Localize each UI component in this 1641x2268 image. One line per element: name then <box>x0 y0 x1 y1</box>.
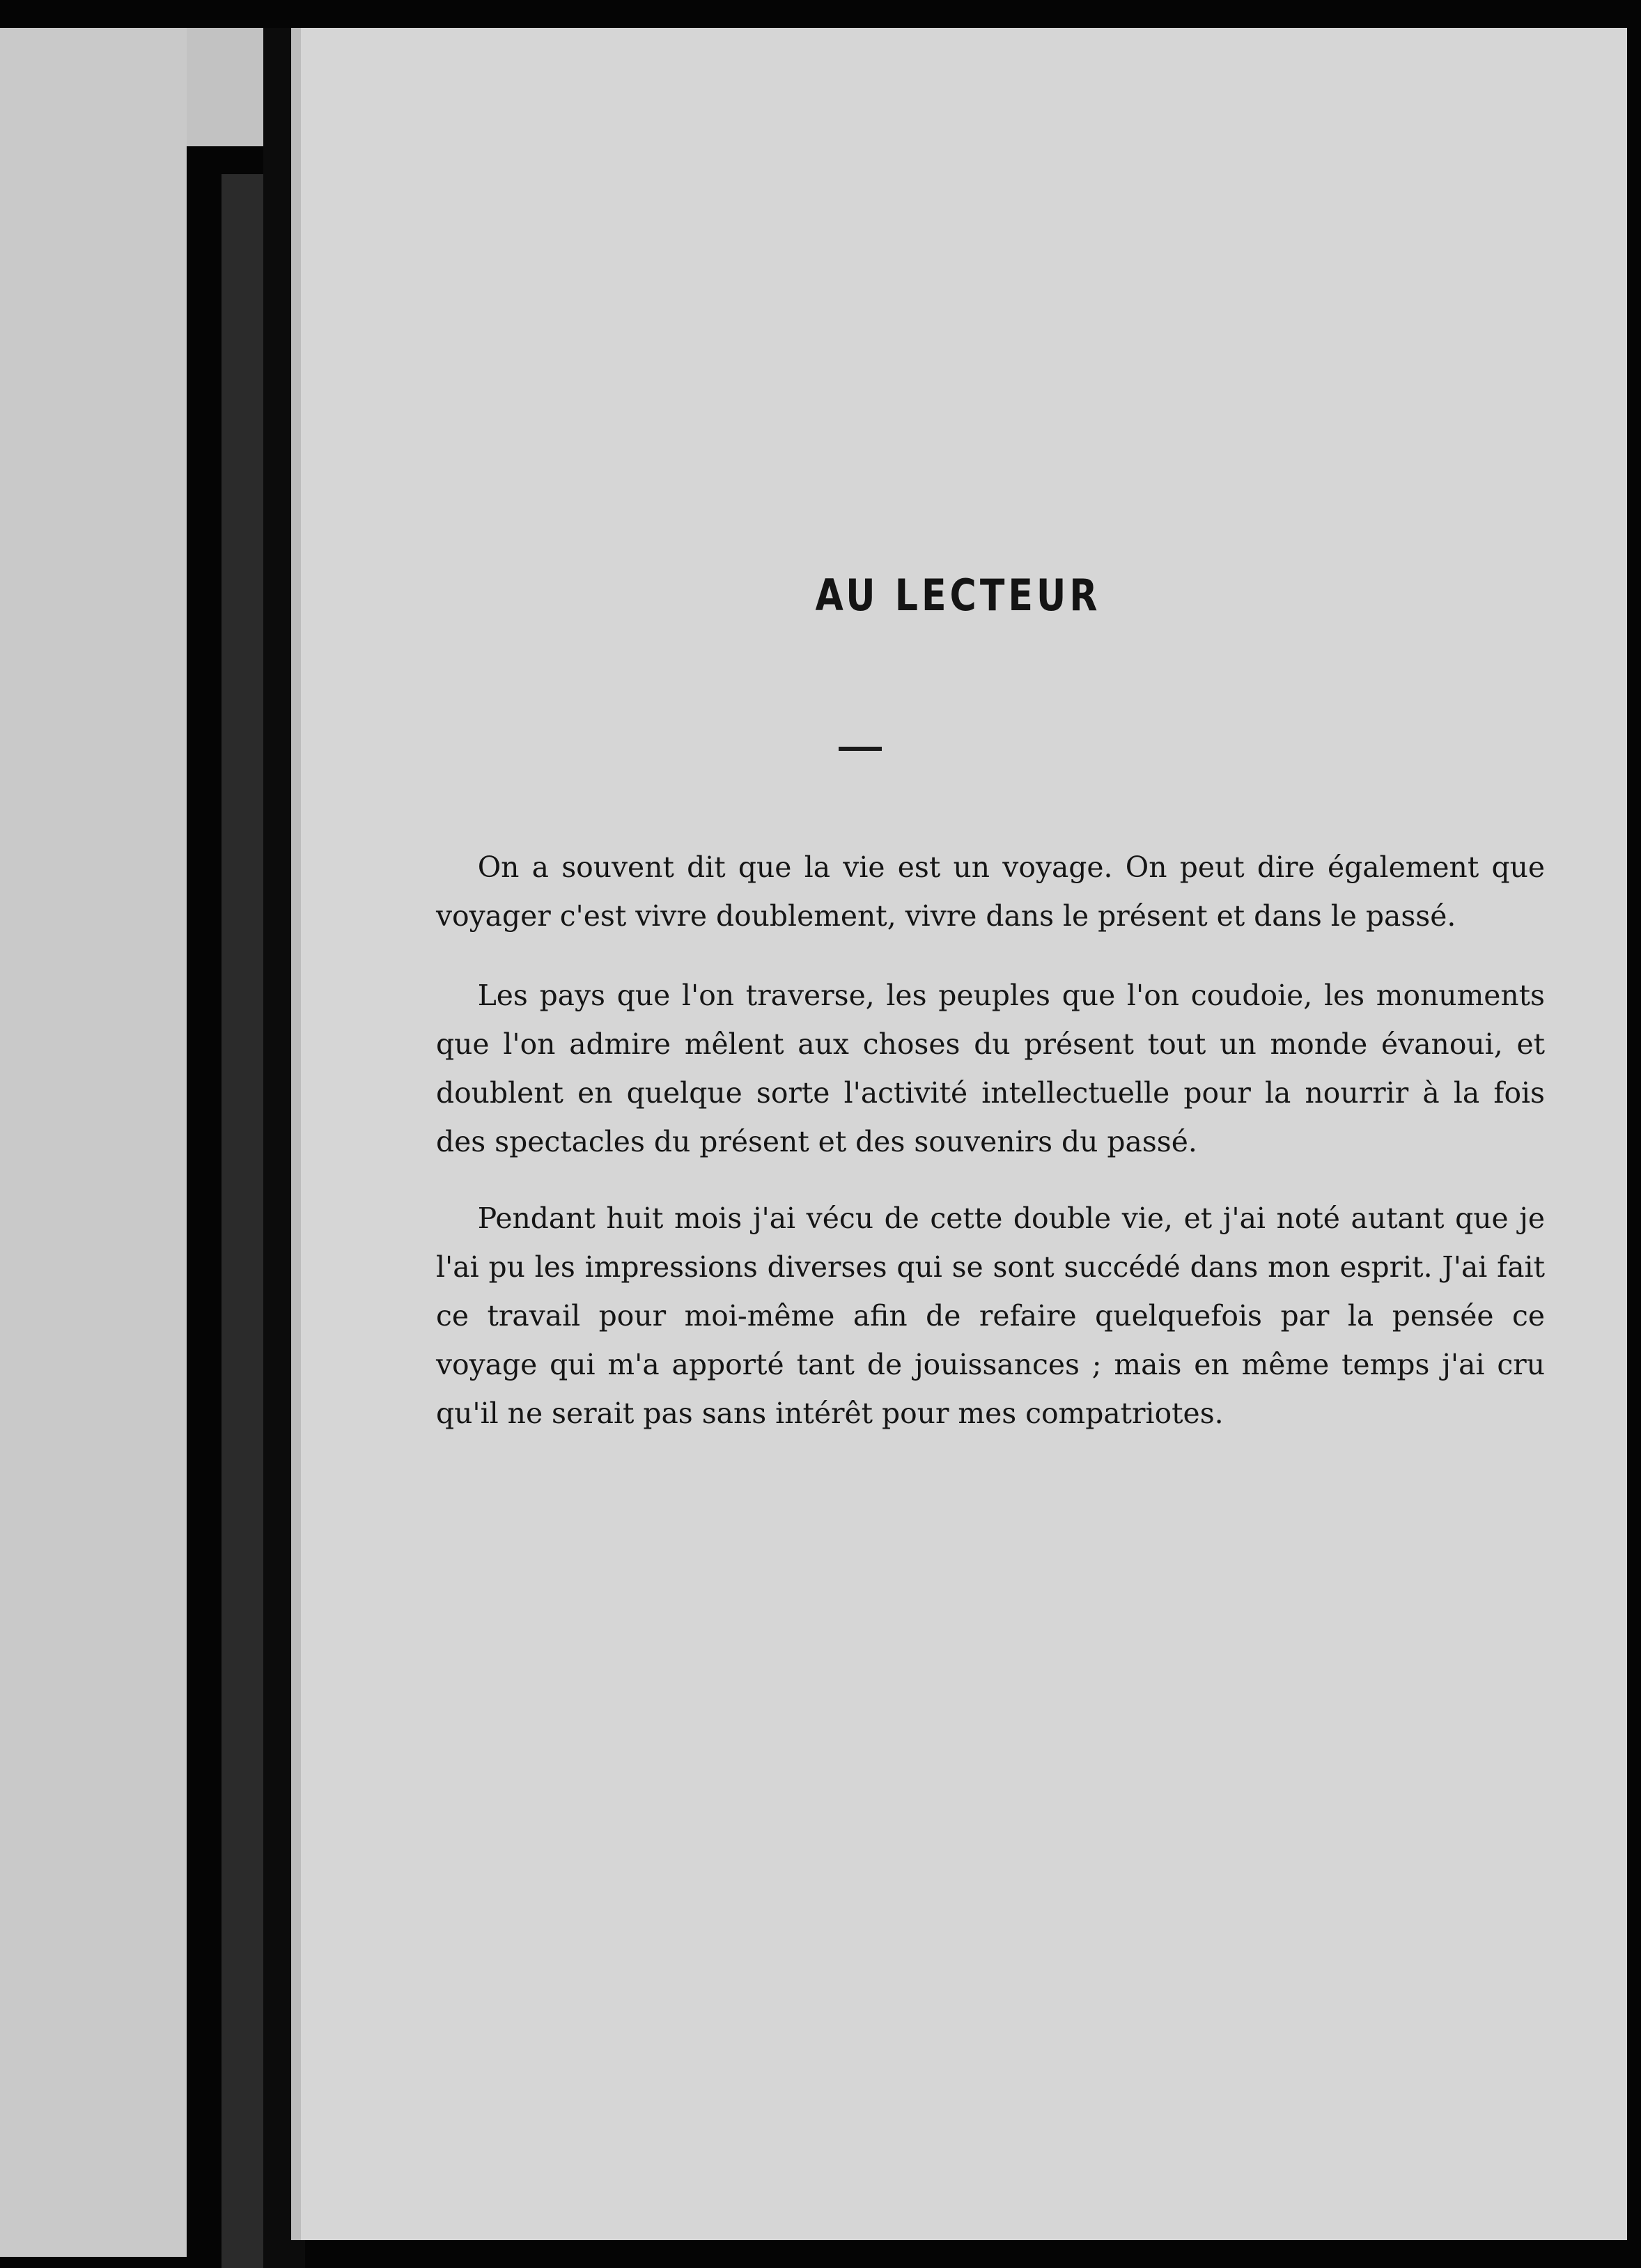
facing-page-fold <box>187 28 263 146</box>
paragraph-2: Les pays que l'on traverse, les peuples que l'on coudoie, les monuments que l'on admire mêlent aux choses du présent tout un monde évanoui, et doublent en quelque sorte l'activité intellectuelle pour la nourrir à la fois des spectacles du présent et des souvenirs du passé. <box>436 979 1546 1158</box>
facing-page-edge <box>0 28 187 2257</box>
page-title: AU LECTEUR <box>815 570 1101 621</box>
paragraph-1: On a souvent dit que la vie est un voyage. On peut dire également que voyager c'est vivre doublement, vivre dans le présent et dans le passé. <box>436 850 1546 933</box>
book-page <box>291 28 1627 2240</box>
title-rule <box>839 747 882 751</box>
paragraph-3: Pendant huit mois j'ai vécu de cette double vie, et j'ai noté autant que je l'ai pu les impressions diverses qui se sont succédé dans mon esprit. J'ai fait ce travail pour moi-même afin de refaire quelquefois par la pensée ce voyage qui m'a apporté tant de jouissances ; mais en même temps j'ai cru qu'il ne serait pas sans intérêt pour mes compatriotes. <box>436 1202 1546 1430</box>
page-body <box>436 843 1545 1466</box>
